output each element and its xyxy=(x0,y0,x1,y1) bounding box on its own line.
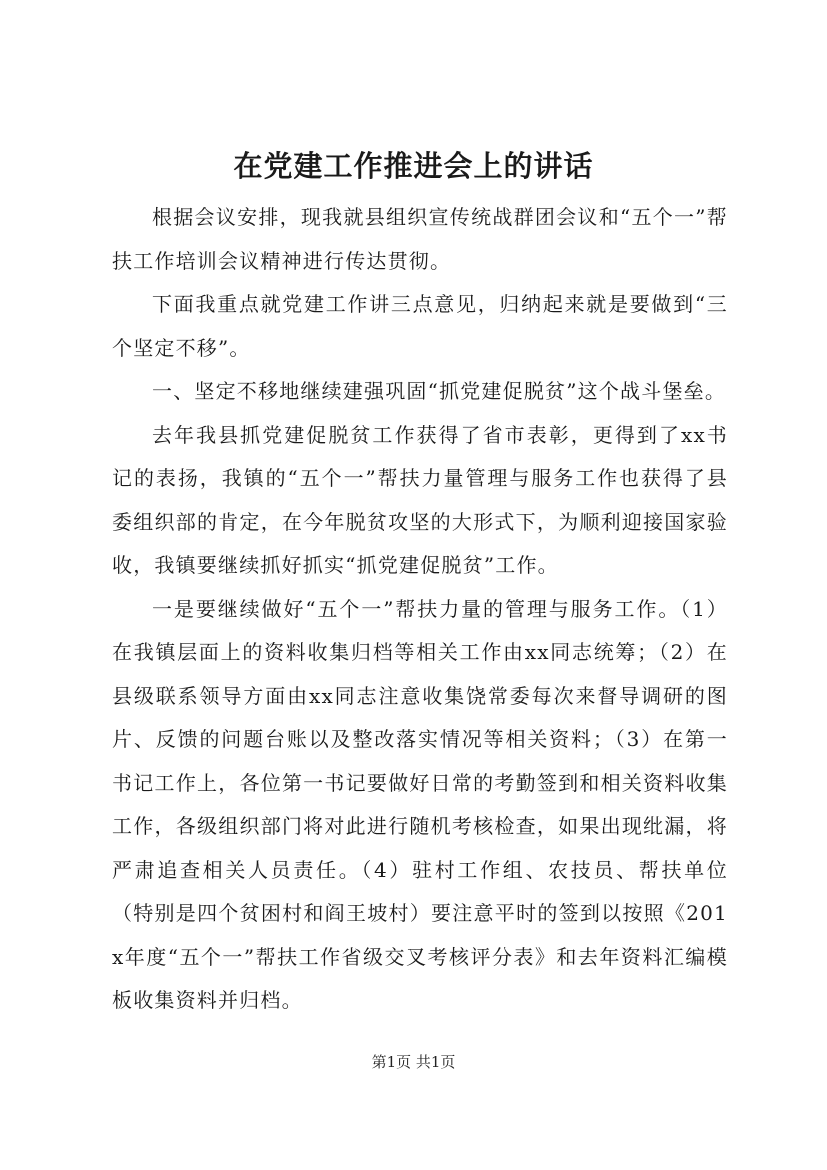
paragraph-5: 一是要继续做好“五个一”帮扶力量的管理与服务工作。（1）在我镇层面上的资料收集归档等相关工作由xx同志统筹；（2）在县级联系领导方面由xx同志注意收集饶常委每次来督导调研的图片、反馈的问题台账以及整改落实情况等相关资料；（3）在第一书记工作上，各位第一书记要做好日常的考勤签到和相关资料收集工作，各级组织部门将对此进行随机考核检查，如果出现纰漏，将严肃追查相关人员责任。（4）驻村工作组、农技员、帮扶单位（特别是四个贫困村和阎王坡村）要注意平时的签到以按照《201x年度“五个一”帮扶工作省级交叉考核评分表》和去年资料汇编模板收集资料并归档。 xyxy=(112,596,728,1012)
paragraph-4: 去年我县抓党建促脱贫工作获得了省市表彰，更得到了xx书记的表扬，我镇的“五个一”帮扶力量管理与服务工作也获得了县委组织部的肯定，在今年脱贫攻坚的大形式下，为顺利迎接国家验收，我镇要继续抓好抓实“抓党建促脱贫”工作。 xyxy=(112,422,728,577)
paragraph-3: 一、坚定不移地继续建强巩固“抓党建促脱贫”这个战斗堡垒。 xyxy=(152,379,727,403)
paragraph-1: 根据会议安排，现我就县组织宣传统战群团会议和“五个一”帮扶工作培训会议精神进行传达贯彻。 xyxy=(112,205,728,273)
paragraph-2: 下面我重点就党建工作讲三点意见，归纳起来就是要做到“三个坚定不移”。 xyxy=(112,292,728,360)
document-title: 在党建工作推进会上的讲话 xyxy=(233,149,594,183)
document-body xyxy=(112,196,728,1023)
page-footer: 第1页 共1页 xyxy=(371,1053,456,1071)
